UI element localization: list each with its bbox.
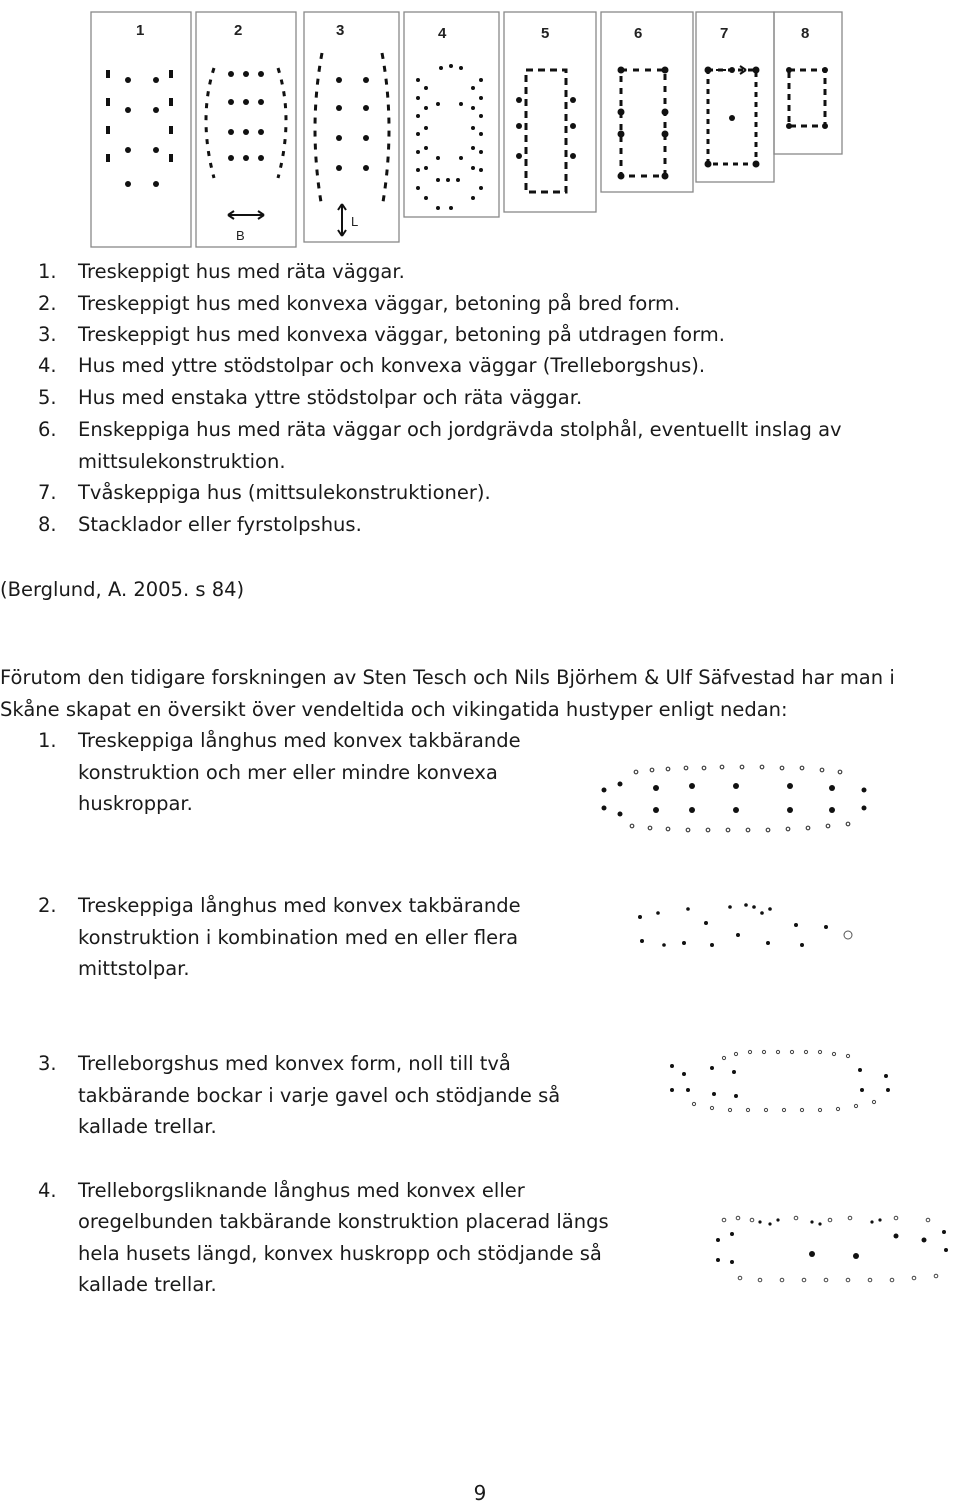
panel-number-1: 1 (136, 22, 145, 39)
plan-4 (416, 64, 483, 210)
axis-label-l: L (351, 214, 359, 229)
plan-5 (516, 70, 576, 192)
panel-frame-3 (304, 12, 399, 242)
list-item: Treskeppiga långhus med konvex takbärande (78, 894, 521, 917)
panel-number-5: 5 (541, 25, 550, 42)
plan-drawing-type-2 (630, 895, 860, 959)
list-item-continuation: kallade trellar. (78, 1273, 217, 1296)
list-item-number: 3. (38, 323, 57, 346)
list-item-continuation: takbärande bockar i varje gavel och stödjande så (78, 1084, 561, 1107)
list-item-number: 5. (38, 386, 57, 409)
list-item: Hus med enstaka yttre stödstolpar och räta väggar. (78, 386, 583, 409)
list-item-number: 6. (38, 418, 57, 441)
list-item-number: 4. (38, 1179, 57, 1202)
list-item: Stacklador eller fyrstolpshus. (78, 513, 362, 536)
plan-2 (206, 68, 286, 243)
list-item: Treskeppiga långhus med konvex takbärande (78, 729, 521, 752)
list-item: Treskeppigt hus med konvexa väggar, betoning på utdragen form. (78, 323, 725, 346)
citation: (Berglund, A. 2005. s 84) (0, 578, 245, 601)
panel-number-4: 4 (438, 25, 447, 42)
panel-number-6: 6 (634, 25, 643, 42)
list-item-continuation: mittstolpar. (78, 957, 190, 980)
plan-drawing-type-4 (700, 1210, 958, 1288)
list-item-continuation: hela husets längd, konvex huskropp och stödjande så (78, 1242, 602, 1265)
axis-label-b: B (236, 228, 245, 243)
panel-frame-6 (601, 12, 693, 192)
plan-8 (786, 67, 828, 129)
plan-7 (705, 66, 760, 168)
list-item-continuation: konstruktion och mer eller mindre konvexa (78, 761, 498, 784)
list-item-number: 4. (38, 354, 57, 377)
panel-frame-5 (504, 12, 596, 212)
list-item-number: 2. (38, 292, 57, 315)
list-item: Trelleborgsliknande långhus med konvex eller (78, 1179, 525, 1202)
house-plans-figure (86, 8, 846, 253)
list-item-number: 8. (38, 513, 57, 536)
list-item: Trelleborgshus med konvex form, noll till två (78, 1052, 511, 1075)
plan-6 (618, 67, 669, 180)
list-item: Treskeppigt hus med konvexa väggar, betoning på bred form. (78, 292, 681, 315)
plan-drawing-type-1 (596, 760, 876, 838)
list-item: Treskeppigt hus med räta väggar. (78, 260, 405, 283)
list-item-continuation: oregelbunden takbärande konstruktion placerad längs (78, 1210, 609, 1233)
list-item-continuation: kallade trellar. (78, 1115, 217, 1138)
paragraph-line: Skåne skapat en översikt över vendeltida och vikingatida hustyper enligt nedan: (0, 698, 788, 721)
panel-number-8: 8 (801, 25, 810, 42)
paragraph-line: Förutom den tidigare forskningen av Sten Tesch och Nils Björhem & Ulf Säfvestad har man i (0, 666, 895, 689)
panel-number-3: 3 (336, 22, 345, 39)
plan-1 (106, 70, 173, 187)
list-item: Tvåskeppiga hus (mittsulekonstruktioner). (78, 481, 491, 504)
page-number: 9 (473, 1481, 487, 1505)
list-item-continuation: konstruktion i kombination med en eller flera (78, 926, 519, 949)
list-item: Hus med yttre stödstolpar och konvexa väggar (Trelleborgshus). (78, 354, 706, 377)
panel-number-7: 7 (720, 25, 729, 42)
plan-drawing-type-3 (664, 1046, 896, 1118)
list-item-continuation: huskroppar. (78, 792, 193, 815)
panel-frame-7 (696, 12, 774, 182)
list-item-number: 2. (38, 894, 57, 917)
list-item-continuation: mittsulekonstruktion. (78, 450, 286, 473)
plan-3 (315, 53, 389, 236)
list-item-number: 1. (38, 729, 57, 752)
list-item-number: 7. (38, 481, 57, 504)
panel-number-2: 2 (234, 22, 243, 39)
list-item-number: 3. (38, 1052, 57, 1075)
list-item: Enskeppiga hus med räta väggar och jordgrävda stolphål, eventuellt inslag av (78, 418, 842, 441)
list-item-number: 1. (38, 260, 57, 283)
